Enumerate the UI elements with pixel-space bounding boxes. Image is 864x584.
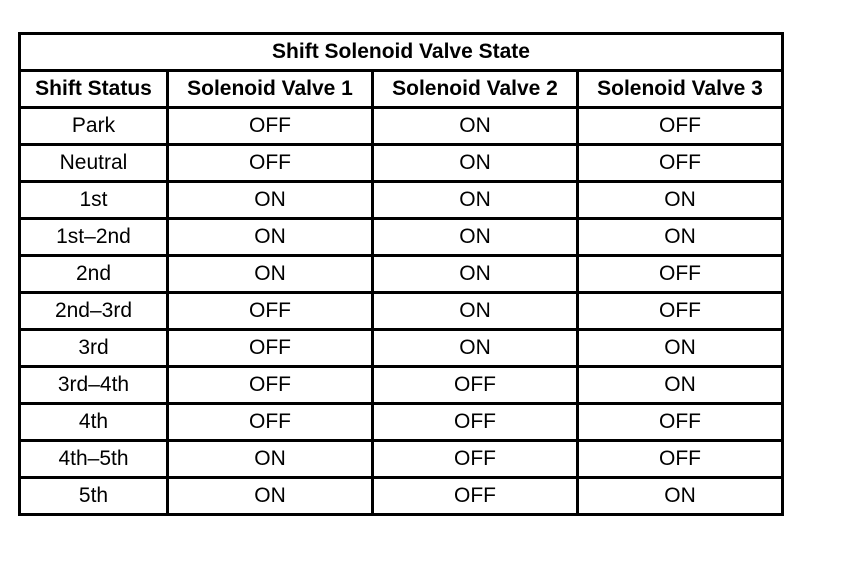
solenoid-valve-2-cell: ON (373, 330, 578, 367)
shift-status-cell: Park (20, 108, 168, 145)
solenoid-valve-3-cell: ON (578, 330, 783, 367)
solenoid-valve-3-cell: OFF (578, 145, 783, 182)
table-row (20, 145, 783, 182)
solenoid-valve-2-cell: OFF (373, 367, 578, 404)
table-title-row (20, 34, 783, 71)
solenoid-valve-3-cell: OFF (578, 404, 783, 441)
solenoid-valve-2-cell: ON (373, 108, 578, 145)
solenoid-valve-1-cell: OFF (168, 330, 373, 367)
solenoid-valve-2-cell: ON (373, 182, 578, 219)
column-header-solenoid-valve-2: Solenoid Valve 2 (373, 71, 578, 108)
solenoid-valve-3-cell: ON (578, 478, 783, 515)
column-header-solenoid-valve-3: Solenoid Valve 3 (578, 71, 783, 108)
solenoid-valve-3-cell: ON (578, 219, 783, 256)
table-row (20, 108, 783, 145)
table-header-row (20, 71, 783, 108)
table-row (20, 404, 783, 441)
shift-status-cell: 1st–2nd (20, 219, 168, 256)
solenoid-valve-3-cell: OFF (578, 108, 783, 145)
solenoid-valve-3-cell: OFF (578, 441, 783, 478)
solenoid-valve-3-cell: ON (578, 182, 783, 219)
solenoid-valve-2-cell: OFF (373, 404, 578, 441)
solenoid-state-table (18, 32, 784, 516)
shift-status-cell: 3rd–4th (20, 367, 168, 404)
solenoid-valve-3-cell: OFF (578, 293, 783, 330)
shift-status-cell: 2nd–3rd (20, 293, 168, 330)
shift-status-cell: 4th (20, 404, 168, 441)
shift-status-cell: Neutral (20, 145, 168, 182)
table-row (20, 256, 783, 293)
table-row (20, 441, 783, 478)
solenoid-valve-1-cell: OFF (168, 293, 373, 330)
shift-status-cell: 4th–5th (20, 441, 168, 478)
solenoid-valve-2-cell: ON (373, 256, 578, 293)
shift-status-cell: 3rd (20, 330, 168, 367)
solenoid-valve-1-cell: ON (168, 219, 373, 256)
solenoid-valve-1-cell: OFF (168, 367, 373, 404)
table-row (20, 330, 783, 367)
solenoid-valve-2-cell: ON (373, 219, 578, 256)
table-row (20, 219, 783, 256)
solenoid-valve-2-cell: ON (373, 145, 578, 182)
table-row (20, 478, 783, 515)
solenoid-valve-1-cell: OFF (168, 145, 373, 182)
solenoid-valve-1-cell: ON (168, 441, 373, 478)
solenoid-valve-1-cell: ON (168, 478, 373, 515)
table-row (20, 293, 783, 330)
solenoid-valve-2-cell: OFF (373, 441, 578, 478)
solenoid-valve-1-cell: OFF (168, 404, 373, 441)
column-header-shift-status: Shift Status (20, 71, 168, 108)
solenoid-valve-3-cell: ON (578, 367, 783, 404)
solenoid-valve-1-cell: ON (168, 256, 373, 293)
solenoid-valve-2-cell: ON (373, 293, 578, 330)
solenoid-valve-1-cell: OFF (168, 108, 373, 145)
solenoid-valve-2-cell: OFF (373, 478, 578, 515)
column-header-solenoid-valve-1: Solenoid Valve 1 (168, 71, 373, 108)
shift-status-cell: 5th (20, 478, 168, 515)
table-title: Shift Solenoid Valve State (20, 34, 783, 71)
shift-status-cell: 1st (20, 182, 168, 219)
table-row (20, 367, 783, 404)
table-body (20, 108, 783, 515)
shift-status-cell: 2nd (20, 256, 168, 293)
solenoid-valve-3-cell: OFF (578, 256, 783, 293)
solenoid-valve-1-cell: ON (168, 182, 373, 219)
table-row (20, 182, 783, 219)
